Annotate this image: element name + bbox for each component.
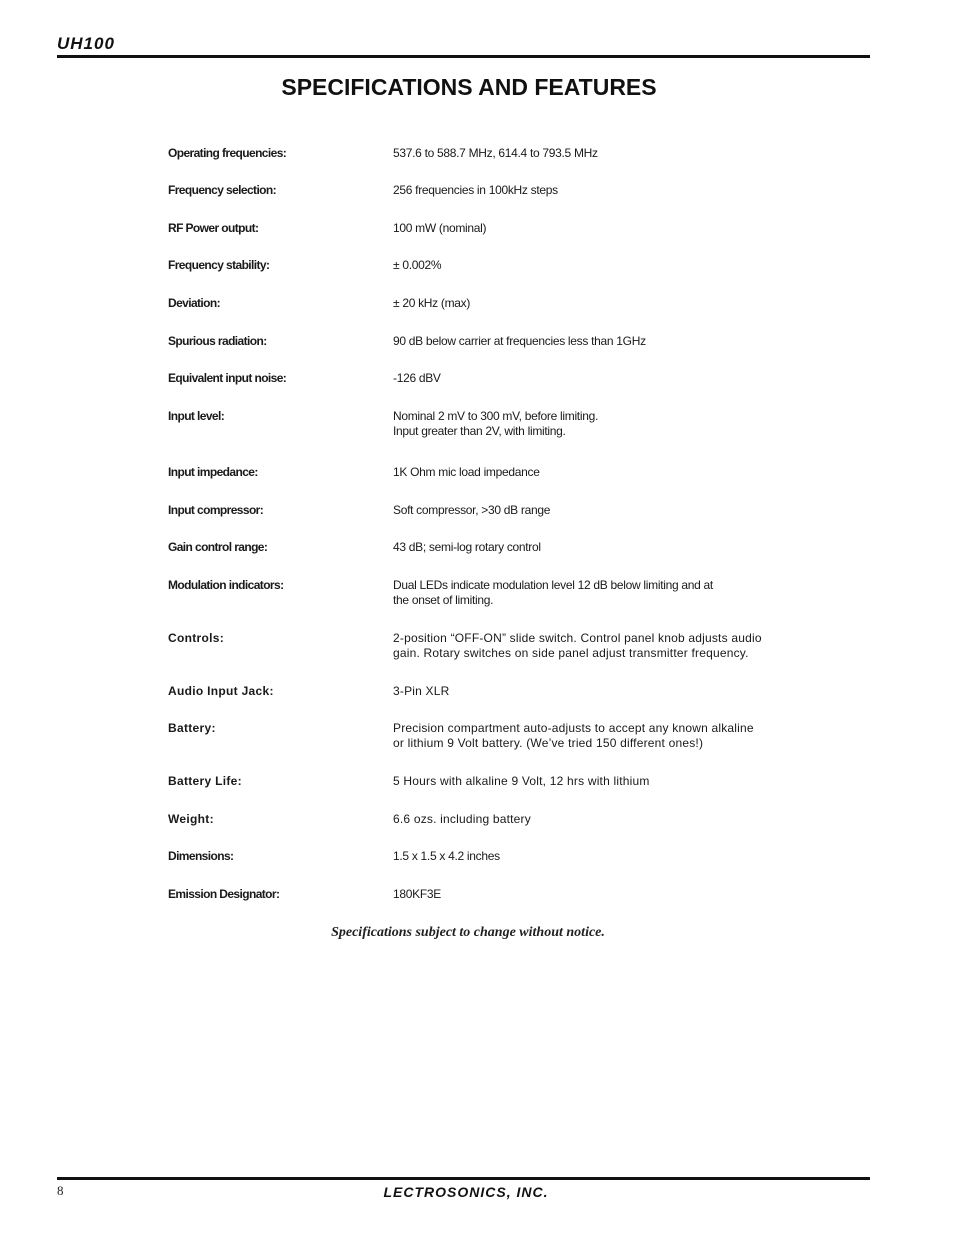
spec-value-line: 180KF3E	[393, 887, 441, 901]
spec-value	[393, 503, 783, 518]
spec-value-line: 90 dB below carrier at frequencies less than 1GHz	[393, 334, 646, 348]
spec-value-line: gain. Rotary switches on side panel adjust transmitter frequency.	[393, 646, 749, 660]
spec-value-line: 537.6 to 588.7 MHz, 614.4 to 793.5 MHz	[393, 146, 598, 160]
spec-label: Dimensions:	[168, 849, 234, 863]
spec-label: Input level:	[168, 409, 225, 423]
spec-label: Gain control range:	[168, 540, 268, 554]
spec-label: Operating frequencies:	[168, 146, 287, 160]
spec-label: Spurious radiation:	[168, 334, 267, 348]
spec-value-line: Dual LEDs indicate modulation level 12 dB below limiting and at	[393, 578, 713, 592]
spec-value	[393, 465, 783, 480]
spec-value-line: Precision compartment auto-adjusts to accept any known alkaline	[393, 721, 754, 735]
spec-label: RF Power output:	[168, 221, 259, 235]
spec-value-line: 43 dB; semi-log rotary control	[393, 540, 541, 554]
page-number: 8	[57, 1183, 64, 1198]
spec-label: Input impedance:	[168, 465, 258, 479]
spec-value	[393, 371, 783, 386]
footer-rule	[57, 1177, 870, 1180]
spec-value	[393, 409, 783, 439]
spec-value-line: 6.6 ozs. including battery	[393, 812, 531, 826]
spec-label: Audio Input Jack:	[168, 684, 274, 698]
spec-value	[393, 221, 783, 236]
spec-label: Weight:	[168, 812, 214, 826]
spec-value	[393, 721, 783, 751]
spec-value	[393, 146, 783, 161]
spec-label: Frequency selection:	[168, 183, 277, 197]
spec-value	[393, 631, 783, 661]
spec-value-line: 256 frequencies in 100kHz steps	[393, 183, 558, 197]
spec-value-line: 1.5 x 1.5 x 4.2 inches	[393, 849, 500, 863]
spec-value-line: Input greater than 2V, with limiting.	[393, 424, 566, 438]
spec-value	[393, 578, 783, 608]
spec-label: Frequency stability:	[168, 258, 270, 272]
spec-value	[393, 887, 783, 902]
spec-label: Input compressor:	[168, 503, 264, 517]
footer-company-name: LECTROSONICS, INC.	[383, 1184, 549, 1200]
spec-value-line: Nominal 2 mV to 300 mV, before limiting.	[393, 409, 598, 423]
spec-value	[393, 183, 783, 198]
disclaimer-note: Specifications subject to change without notice.	[331, 925, 605, 940]
spec-value	[393, 774, 783, 789]
spec-label: Emission Designator:	[168, 887, 280, 901]
spec-value-line: 100 mW (nominal)	[393, 221, 487, 235]
spec-value-line: 2-position “OFF-ON” slide switch. Control panel knob adjusts audio	[393, 631, 762, 645]
spec-value-line: -126 dBV	[393, 371, 441, 385]
header-rule	[57, 55, 870, 58]
spec-value	[393, 849, 783, 864]
spec-label: Battery:	[168, 721, 216, 735]
spec-label: Equivalent input noise:	[168, 371, 287, 385]
spec-value	[393, 684, 783, 699]
spec-label: Deviation:	[168, 296, 221, 310]
spec-value-line: 3-Pin XLR	[393, 684, 450, 698]
spec-value	[393, 812, 783, 827]
spec-value	[393, 540, 783, 555]
page-title: SPECIFICATIONS AND FEATURES	[281, 74, 657, 100]
spec-value-line: 1K Ohm mic load impedance	[393, 465, 540, 479]
spec-value-line: ± 20 kHz (max)	[393, 296, 471, 310]
spec-label: Controls:	[168, 631, 225, 645]
spec-value	[393, 334, 783, 349]
spec-value	[393, 258, 783, 273]
spec-value	[393, 296, 783, 311]
spec-label: Battery Life:	[168, 774, 242, 788]
spec-value-line: ± 0.002%	[393, 258, 442, 272]
spec-value-line: 5 Hours with alkaline 9 Volt, 12 hrs with lithium	[393, 774, 650, 788]
spec-value-line: or lithium 9 Volt battery. (We’ve tried 150 different ones!)	[393, 736, 704, 750]
header-model-name: UH100	[57, 34, 115, 53]
spec-value-line: the onset of limiting.	[393, 593, 494, 607]
spec-value-line: Soft compressor, >30 dB range	[393, 503, 551, 517]
spec-label: Modulation indicators:	[168, 578, 284, 592]
